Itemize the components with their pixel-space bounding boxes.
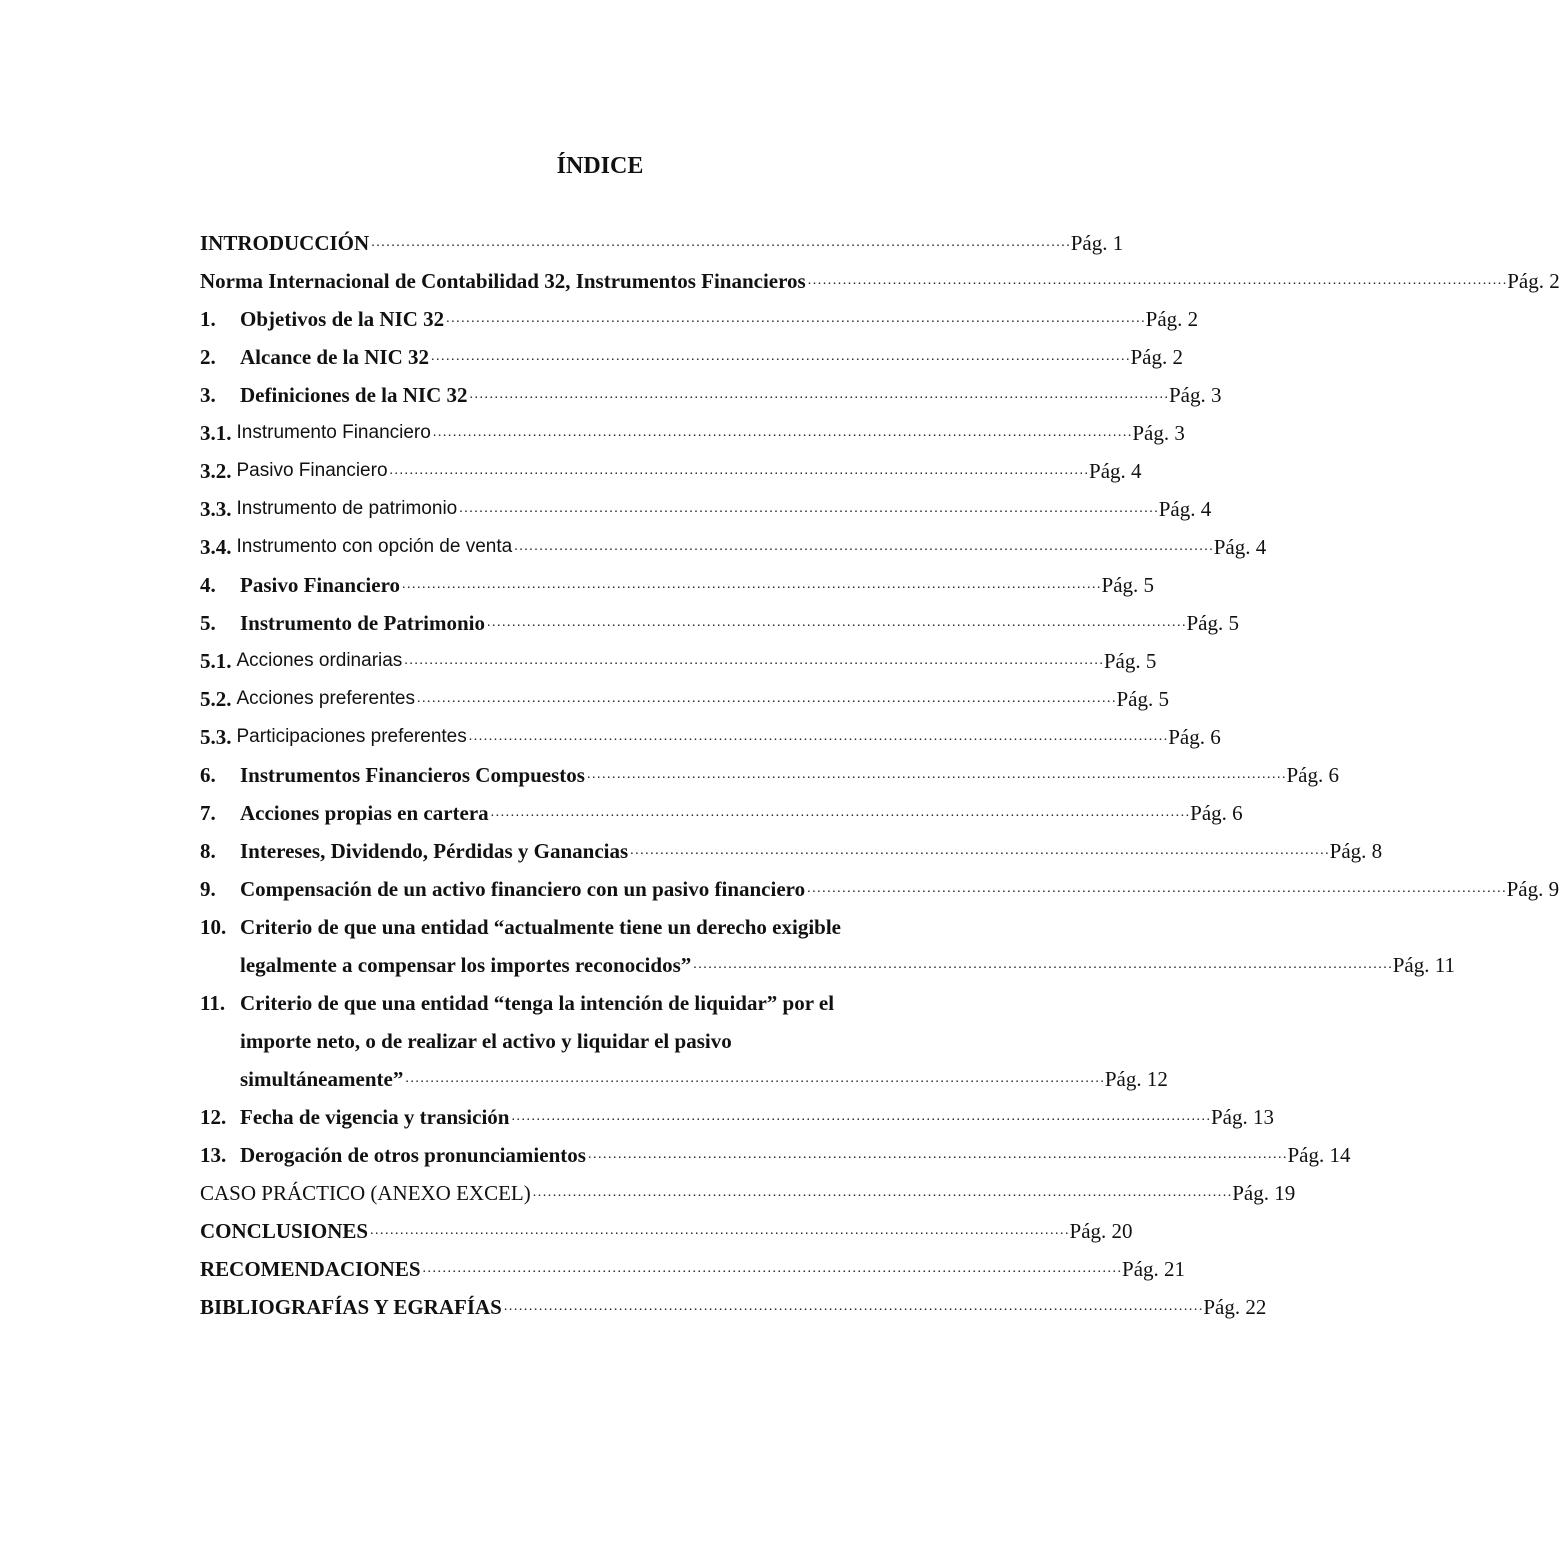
toc-entry-5-3 <box>200 718 1221 756</box>
toc-page-number: Pág. 3 <box>1132 421 1185 445</box>
toc-entry-number: 3.3. <box>200 497 232 521</box>
toc-page-number: Pág. 5 <box>1186 611 1239 635</box>
toc-entry-number: 11. <box>200 991 226 1015</box>
toc-entry-text: Pasivo Financiero <box>240 573 401 597</box>
toc-entry-text: Fecha de vigencia y transición <box>240 1105 510 1129</box>
toc-page-number: Pág. 8 <box>1329 839 1383 863</box>
toc-entry-number: 9. <box>200 877 216 901</box>
toc-entry-text: Alcance de la NIC 32 <box>240 345 429 369</box>
toc-entry-text: Pasivo Financiero <box>236 460 388 481</box>
dot-leader <box>693 942 1391 984</box>
toc-entry-recomendaciones <box>200 1250 1186 1288</box>
toc-entry-text-line-2: legalmente a compensar los importes reconocidos” <box>240 953 692 977</box>
toc-page-number: Pág. 5 <box>1116 687 1169 711</box>
toc-page-number: Pág. 5 <box>1103 649 1157 673</box>
toc-page-number: Pág. 19 <box>1232 1181 1296 1205</box>
toc-entry-text: Acciones propias en cartera <box>240 801 489 825</box>
toc-entry-2 <box>200 338 1183 376</box>
toc-entry-5 <box>200 604 1239 642</box>
toc-entry-number: 5.1. <box>200 649 232 673</box>
toc-entry-bibliografias <box>200 1288 1267 1326</box>
toc-entry-4 <box>200 566 1155 604</box>
toc-page-number: Pág. 1 <box>1070 231 1124 255</box>
toc-entry-text: Norma Internacional de Contabilidad 32, Instrumentos Financieros <box>200 269 806 293</box>
dot-leader <box>491 790 1189 832</box>
dot-leader <box>587 752 1285 794</box>
toc-entry-3-1 <box>200 414 1185 452</box>
toc-entry-12 <box>200 1098 1274 1136</box>
toc-page-number: Pág. 4 <box>1213 535 1267 559</box>
toc-entry-text: Acciones ordinarias <box>236 650 403 671</box>
toc-page-number: Pág. 4 <box>1089 459 1142 483</box>
dot-leader <box>459 486 1157 528</box>
toc-page-number: Pág. 2 <box>1145 307 1199 331</box>
toc-entry-text: Objetivos de la NIC 32 <box>240 307 445 331</box>
dot-leader <box>405 1056 1103 1098</box>
toc-entry-text: Instrumento de patrimonio <box>236 498 458 519</box>
toc-page-number: Pág. 20 <box>1069 1219 1133 1243</box>
dot-leader <box>807 866 1505 908</box>
toc-entry-number: 7. <box>200 801 216 825</box>
toc-page-number: Pág. 9 <box>1506 877 1560 901</box>
dot-leader <box>390 448 1088 490</box>
dot-leader <box>470 372 1168 414</box>
dot-leader <box>533 1170 1231 1212</box>
toc-page-number: Pág. 13 <box>1210 1105 1274 1129</box>
toc-entry-text: BIBLIOGRAFÍAS Y EGRAFÍAS <box>200 1295 502 1319</box>
toc-page-number: Pág. 2 <box>1130 345 1183 369</box>
dot-leader <box>417 676 1115 718</box>
dot-leader <box>402 562 1100 604</box>
toc-entry-text-line-3: simultáneamente” <box>240 1067 404 1091</box>
toc-entry-5-1 <box>200 642 1157 680</box>
toc-entry-conclusiones <box>200 1212 1133 1250</box>
toc-entry-number: 13. <box>200 1143 227 1167</box>
toc-entry-text: Instrumento Financiero <box>236 422 431 443</box>
toc-entry-number: 10. <box>200 915 227 939</box>
dot-leader <box>446 296 1144 338</box>
dot-leader <box>808 258 1506 300</box>
toc-entry-text: INTRODUCCIÓN <box>200 231 370 255</box>
toc-entry-caso-practico <box>200 1174 1296 1212</box>
toc-entry-text-line-1: Criterio de que una entidad “actualmente tiene un derecho exigible <box>240 915 841 939</box>
dot-leader <box>431 334 1129 376</box>
dot-leader <box>423 1246 1121 1288</box>
toc-entry-number: 3.4. <box>200 535 232 559</box>
toc-page-number: Pág. 14 <box>1287 1143 1351 1167</box>
toc-page-number: Pág. 6 <box>1168 725 1221 749</box>
toc-entry-text-line-1: Criterio de que una entidad “tenga la intención de liquidar” por el <box>240 991 835 1015</box>
dot-leader <box>588 1132 1286 1174</box>
toc-entry-number: 12. <box>200 1105 227 1129</box>
toc-page-number: Pág. 12 <box>1104 1067 1168 1091</box>
dot-leader <box>433 410 1131 452</box>
toc-page-number: Pág. 22 <box>1203 1295 1267 1319</box>
toc-entry-text: Derogación de otros pronunciamientos <box>240 1143 586 1167</box>
toc-page-number: Pág. 5 <box>1101 573 1155 597</box>
toc-entry-text: Compensación de un activo financiero con un pasivo financiero <box>240 877 806 901</box>
toc-entry-9 <box>200 870 1560 908</box>
toc-entry-3 <box>200 376 1222 414</box>
toc-entry-number: 5. <box>200 611 216 635</box>
dot-leader <box>511 1094 1209 1136</box>
toc-page-number: Pág. 4 <box>1158 497 1212 521</box>
toc-entry-10 <box>200 908 1455 984</box>
toc-page-number: Pág. 6 <box>1190 801 1243 825</box>
table-of-contents <box>200 224 1560 1326</box>
toc-entry-number: 3.1. <box>200 421 232 445</box>
toc-entry-text: Participaciones preferentes <box>236 726 467 747</box>
toc-entry-1 <box>200 300 1199 338</box>
toc-entry-text: Instrumento con opción de venta <box>236 536 513 557</box>
toc-entry-11 <box>200 984 1168 1098</box>
toc-page-number: Pág. 11 <box>1392 953 1455 977</box>
toc-entry-text: Intereses, Dividendo, Pérdidas y Ganancias <box>240 839 629 863</box>
dot-leader <box>404 638 1102 680</box>
toc-entry-number: 3.2. <box>200 459 232 483</box>
toc-entry-introduccion <box>200 224 1124 262</box>
toc-entry-text: CASO PRÁCTICO (ANEXO EXCEL) <box>200 1181 531 1205</box>
toc-page-number: Pág. 6 <box>1286 763 1339 787</box>
toc-entry-number: 3. <box>200 383 216 407</box>
page-title: ÍNDICE <box>556 153 644 179</box>
dot-leader <box>504 1284 1202 1326</box>
toc-entry-text: Instrumento de Patrimonio <box>240 611 485 635</box>
toc-entry-number: 2. <box>200 345 216 369</box>
toc-page-number: Pág. 2 <box>1507 269 1560 293</box>
dot-leader <box>469 714 1167 756</box>
toc-entry-number: 5.3. <box>200 725 232 749</box>
toc-entry-number: 8. <box>200 839 216 863</box>
toc-page-number: Pág. 21 <box>1122 1257 1186 1281</box>
toc-entry-text: Definiciones de la NIC 32 <box>240 383 468 407</box>
toc-entry-text: Instrumentos Financieros Compuestos <box>240 763 585 787</box>
toc-entry-5-2 <box>200 680 1169 718</box>
dot-leader <box>370 1208 1068 1250</box>
toc-entry-13 <box>200 1136 1351 1174</box>
dot-leader <box>514 524 1212 566</box>
dot-leader <box>371 220 1069 262</box>
toc-entry-3-4 <box>200 528 1267 566</box>
toc-entry-3-2 <box>200 452 1142 490</box>
toc-entry-number: 5.2. <box>200 687 232 711</box>
toc-entry-norma <box>200 262 1560 300</box>
toc-page-number: Pág. 3 <box>1169 383 1222 407</box>
toc-entry-number: 6. <box>200 763 216 787</box>
toc-entry-number: 1. <box>200 307 216 331</box>
toc-entry-text: Acciones preferentes <box>236 688 415 709</box>
toc-entry-number: 4. <box>200 573 216 597</box>
toc-entry-text: RECOMENDACIONES <box>200 1257 421 1281</box>
toc-entry-text-line-2: importe neto, o de realizar el activo y liquidar el pasivo <box>240 1029 732 1053</box>
toc-entry-6 <box>200 756 1339 794</box>
toc-entry-text: CONCLUSIONES <box>200 1219 369 1243</box>
toc-entry-7 <box>200 794 1243 832</box>
toc-entry-3-3 <box>200 490 1212 528</box>
dot-leader <box>630 828 1328 870</box>
toc-entry-8 <box>200 832 1383 870</box>
dot-leader <box>487 600 1185 642</box>
